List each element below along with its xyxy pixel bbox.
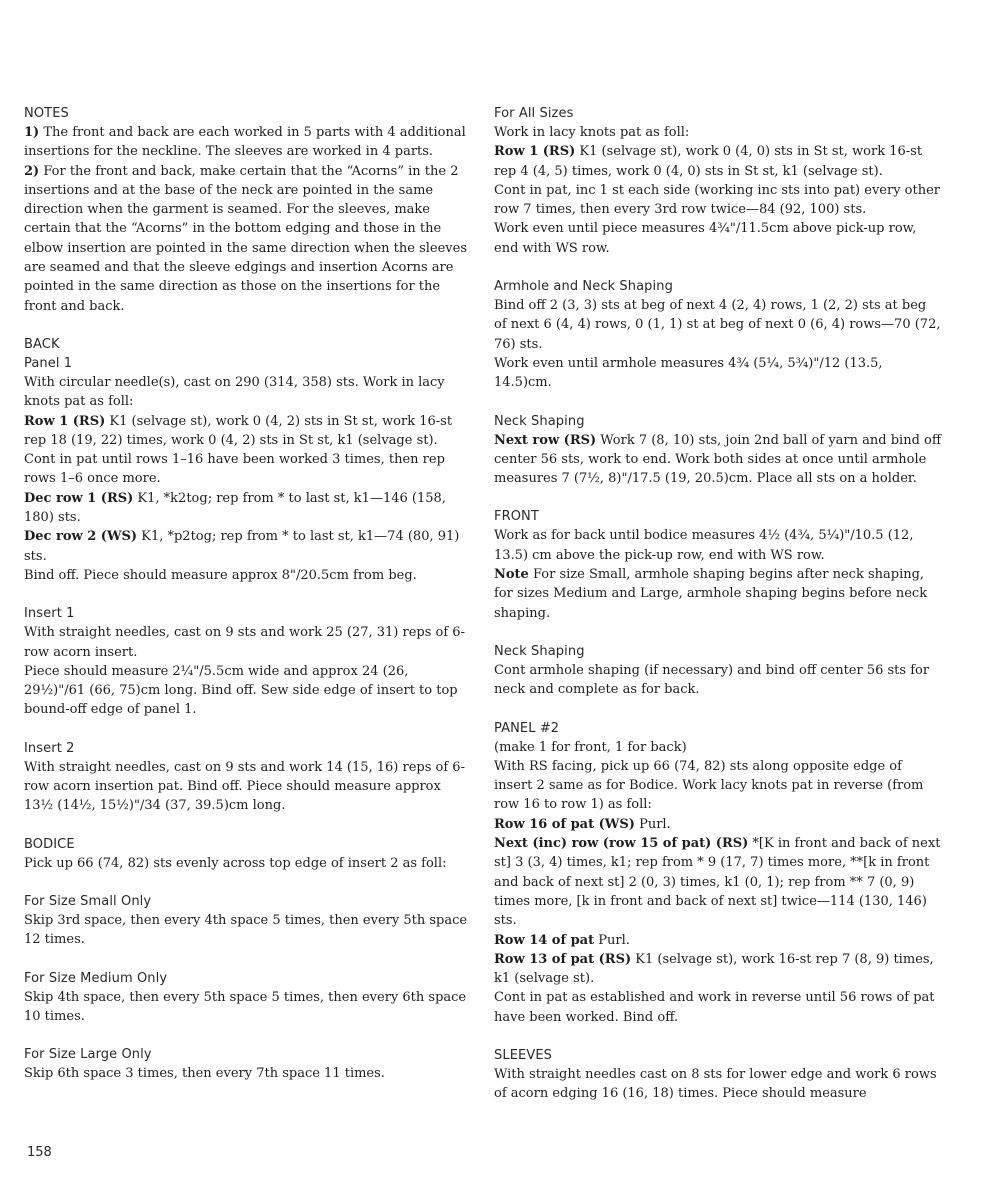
panel1-p1 [24,373,472,412]
insert2-p1 [24,758,472,816]
panel2-p5 [494,931,942,950]
section-gap [24,1026,472,1045]
lead-term: Row 13 of pat (RS) [494,951,632,967]
paragraph-text: With circular needle(s), cast on 290 (314, 358) sts. Work in lacy knots pat as foll: [24,374,445,410]
small-heading: For Size Small Only [24,893,152,909]
insert1-p2 [24,662,472,720]
panel2-p1 [494,738,942,757]
bodice-p1 [24,854,472,873]
paragraph-text: K1 (selvage st), work 16-st rep 7 (8, 9) times, k1 (selvage st). [494,951,934,987]
section-gap [24,816,472,835]
paragraph-text: With RS facing, pick up 66 (74, 82) sts along opposite edge of insert 2 same as for Bodice. Work lacy knots pat in reverse (from row 16 to row 1) as foll: [494,758,924,813]
notes-heading: NOTES [24,106,69,121]
neck2-heading: Neck Shaping [494,643,585,659]
section-gap [24,950,472,969]
neck2-p1 [494,661,942,700]
paragraph-text: Work 7 (8, 10) sts, join 2nd ball of yarn and bind off center 56 sts, work to end. Work both sides at once until armhole measures 7 (7½, 8)"/17.5 (19, 20.5)cm. Place all sts on a holder. [494,432,942,487]
section-gap [24,585,472,604]
paragraph-text: For size Small, armhole shaping begins after neck shaping, for sizes Medium and Large, armhole shaping begins before neck shaping. [494,567,928,621]
paragraph-text: Purl. [594,932,630,948]
panel2-p2 [494,757,942,815]
panel2-p7 [494,988,942,1027]
lead-term: Row 1 (RS) [24,413,106,429]
neck1-heading: Neck Shaping [494,413,585,429]
notes-1 [24,123,472,162]
paragraph-text: Cont in pat until rows 1–16 have been worked 3 times, then rep rows 1–6 once more. [24,452,445,487]
bodice-heading: BODICE [24,836,75,852]
lead-term: 1) [24,125,40,140]
allsizes-p2 [494,142,942,181]
allsizes-p3 [494,181,942,220]
paragraph-text: The front and back are each worked in 5 parts with 4 additional insertions for the neckline. The sleeves are worked in 4 parts. [24,125,466,160]
section-gap [24,873,472,892]
paragraph-text: Work as for back until bodice measures 4½ (4¾, 5¼)"/10.5 (12, 13.5) cm above the pick-up row, end with WS row. [494,528,914,563]
neck1-p1 [494,431,942,489]
front-p2 [494,565,942,623]
section-gap [494,700,942,719]
lead-term: Next (inc) row (row 15 of pat) (RS) [494,836,749,852]
allsizes-heading: For All Sizes [494,106,574,121]
section-gap [494,393,942,412]
panel1-p2 [24,412,472,451]
allsizes-p1 [494,123,942,142]
section-gap [494,1027,942,1046]
lead-term: Row 16 of pat (WS) [494,816,635,832]
paragraph-text: K1 (selvage st), work 0 (4, 2) sts in St st, work 16-st rep 18 (19, 22) times, work 0 (4, 2) sts in St st, k1 (selvage st). [24,413,453,448]
large-p1 [24,1064,472,1083]
paragraph-text: Bind off 2 (3, 3) sts at beg of next 4 (2, 4) rows, 1 (2, 2) sts at beg of next 6 (4, 4) rows, 0 (1, 1) st at beg of next 0 (6, 4) rows—70 (72, 76) sts. [494,298,941,352]
armhole-heading: Armhole and Neck Shaping [494,279,673,295]
sleeves-heading: SLEEVES [494,1047,552,1063]
armhole-p2 [494,354,942,393]
section-gap [494,258,942,277]
medium-heading: For Size Medium Only [24,970,168,986]
section-gap [24,720,472,739]
paragraph-text: Pick up 66 (74, 82) sts evenly across top edge of insert 2 as foll: [24,855,447,871]
paragraph-text: Work even until armhole measures 4¾ (5¼, 5¾)"/12 (13.5, 14.5)cm. [494,355,883,391]
paragraph-text: Cont in pat, inc 1 st each side (working inc sts into pat) every other row 7 times, then every 3rd row twice—84 (92, 100) sts. [494,182,941,218]
page-number: 158 [27,1145,52,1160]
front-heading: FRONT [494,509,539,525]
paragraph-text: *[K in front and back of next st] 3 (3, 4) times, k1; rep from * 9 (17, 7) times more, **[k in front and back of next st] 2 (0, 3) times, k1 (0, 1); rep from ** 7 (0, 9) times more, [k in front and back of next st] twice—114 (130, 146) sts. [494,836,941,929]
lead-term: Dec row 2 (WS) [24,529,138,545]
paragraph-text: For the front and back, make certain that the “Acorns” in the 2 insertions and at the base of the neck are pointed in the same direction when the garment is seamed. For the sleeves, make certain that the “Acorns” in the bottom edging and those in the elbow insertion are pointed in the same direction when the sleeves are seamed and that the sleeve edgings and insertion Acorns are pointed in the same direction as those on the insertions for the front and back. [24,163,468,314]
paragraph-text: With straight needles cast on 8 sts for lower edge and work 6 rows of acorn edging 16 (16, 18) times. Piece should measure [494,1066,937,1102]
sleeves-p1 [494,1065,942,1104]
paragraph-text: Cont in pat as established and work in reverse until 56 rows of pat have been worked. Bind off. [494,990,935,1025]
right-column [494,104,942,1104]
panel1-heading: Panel 1 [24,355,73,371]
panel1-p3 [24,450,472,489]
insert2-heading: Insert 2 [24,740,75,756]
panel1-p5 [24,527,472,566]
paragraph-text: Work in lacy knots pat as foll: [494,125,690,140]
notes-2 [24,162,472,316]
lead-term: 2) [24,163,40,179]
back-heading: BACK [24,336,60,352]
panel2-p4 [494,834,942,930]
paragraph-text: Skip 6th space 3 times, then every 7th space 11 times. [24,1066,385,1082]
small-p1 [24,911,472,950]
section-gap [494,623,942,642]
panel1-p4 [24,489,472,528]
lead-term: Next row (RS) [494,432,597,448]
paragraph-text: With straight needles, cast on 9 sts and work 14 (15, 16) reps of 6-row acorn insertion pat. Bind off. Piece should measure approx 13½ (14½, 15½)"/34 (37, 39.5)cm long. [24,759,465,814]
armhole-p1 [494,296,942,354]
left-column [24,104,472,1083]
paragraph-text: K1, *p2tog; rep from * to last st, k1—74 (80, 91) sts. [24,529,460,564]
allsizes-p4 [494,219,942,258]
paragraph-text: (make 1 for front, 1 for back) [494,739,687,755]
paragraph-text: Purl. [634,816,671,832]
lead-term: Dec row 1 (RS) [24,490,134,506]
panel2-heading: PANEL #2 [494,720,560,736]
section-gap [24,316,472,335]
panel1-p6 [24,566,472,585]
insert1-p1 [24,623,472,662]
paragraph-text: Piece should measure 2¼"/5.5cm wide and approx 24 (26, 29½)"/61 (66, 75)cm long. Bind off. Sew side edge of insert to top bound-off edge of panel 1. [24,663,458,718]
large-heading: For Size Large Only [24,1047,152,1063]
insert1-heading: Insert 1 [24,606,75,622]
paragraph-text: Skip 3rd space, then every 4th space 5 times, then every 5th space 12 times. [24,912,468,948]
lead-term: Row 14 of pat [494,932,595,948]
paragraph-text: K1 (selvage st), work 0 (4, 0) sts in St st, work 16-st rep 4 (4, 5) times, work 0 (4, 0) sts in St st, k1 (selvage st). [494,144,923,179]
paragraph-text: Work even until piece measures 4¾"/11.5cm above pick-up row, end with WS row. [494,221,917,256]
paragraph-text: Cont armhole shaping (if necessary) and bind off center 56 sts for neck and complete as for back. [494,662,930,698]
panel2-p6 [494,950,942,989]
front-p1 [494,526,942,565]
medium-p1 [24,988,472,1027]
panel2-p3 [494,815,942,834]
paragraph-text: K1, *k2tog; rep from * to last st, k1—146 (158, 180) sts. [24,490,446,526]
lead-term: Note [494,567,529,583]
paragraph-text: Bind off. Piece should measure approx 8"/20.5cm from beg. [24,567,417,583]
lead-term: Row 1 (RS) [494,144,576,160]
paragraph-text: With straight needles, cast on 9 sts and work 25 (27, 31) reps of 6-row acorn insert. [24,625,465,660]
section-gap [494,488,942,507]
paragraph-text: Skip 4th space, then every 5th space 5 times, then every 6th space 10 times. [24,989,467,1024]
